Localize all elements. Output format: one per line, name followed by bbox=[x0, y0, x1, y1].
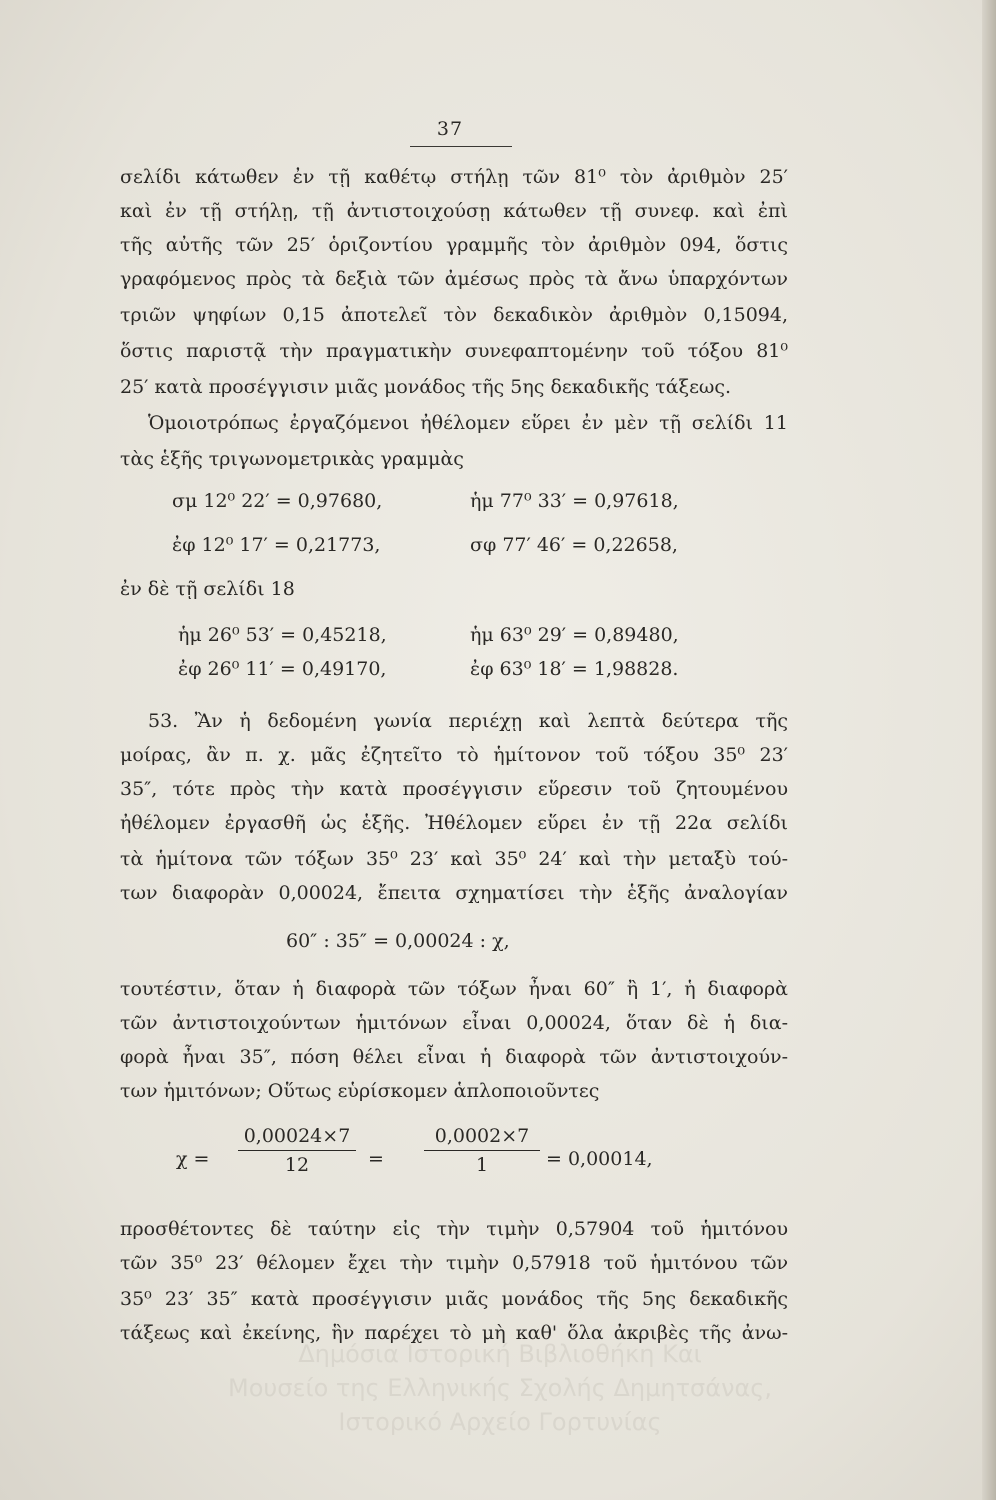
page-edge-shadow bbox=[982, 0, 996, 1500]
proportion-formula: 60″ : 35″ = 0,00024 : χ, bbox=[286, 930, 510, 952]
text-line: φορὰ ἦναι 35″, πόση θέλει εἶναι ἡ διαφορὰ τῶν ἀντιστοιχούν- bbox=[120, 1046, 788, 1068]
transition-line: ἐν δὲ τῇ σελίδι 18 bbox=[120, 578, 295, 600]
fraction-equals: = bbox=[368, 1148, 384, 1170]
fraction-1-numerator: 0,00024×7 bbox=[238, 1124, 356, 1151]
text-line: των διαφορὰν 0,00024, ἔπειτα σχηματίσει τὴν ἑξῆς ἀναλογίαν bbox=[120, 882, 788, 904]
formula-right: ἡμ 77⁰ 33′ = 0,97618, bbox=[470, 490, 679, 512]
formula-left: ἐφ 26⁰ 11′ = 0,49170, bbox=[178, 658, 387, 680]
text-line: ἠθέλομεν ἐργασθῆ ὡς ἑξῆς. Ἠθέλομεν εὕρει ἐν τῇ 22α σελίδι bbox=[120, 812, 788, 834]
text-line: 53. Ἂν ἡ δεδομένη γωνία περιέχῃ καὶ λεπτὰ δεύτερα τῆς bbox=[148, 710, 788, 732]
formula-left: ἐφ 12⁰ 17′ = 0,21773, bbox=[172, 534, 381, 556]
library-watermark: Μουσείο της Ελληνικής Σχολής Δημητσάνας, bbox=[227, 1374, 773, 1402]
text-line: ὅστις παριστᾷ τὴν πραγματικὴν συνεφαπτομένην τοῦ τόξου 81⁰ bbox=[120, 340, 788, 362]
page-number-rule bbox=[410, 146, 512, 147]
text-line: τουτέστιν, ὅταν ἡ διαφορὰ τῶν τόξων ἦναι 60″ ἢ 1′, ἡ διαφορὰ bbox=[120, 978, 788, 1000]
fraction-result: = 0,00014, bbox=[546, 1148, 653, 1170]
text-line: μοίρας, ἂν π. χ. μᾶς ἐζητεῖτο τὸ ἡμίτονον τοῦ τόξου 35⁰ 23′ bbox=[120, 744, 788, 766]
text-line: τῶν 35⁰ 23′ θέλομεν ἔχει τὴν τιμὴν 0,57918 τοῦ ἡμιτόνου τῶν bbox=[120, 1252, 788, 1274]
library-watermark: Ιστορικό Αρχείο Γορτυνίας bbox=[338, 1408, 662, 1436]
formula-right: ἐφ 63⁰ 18′ = 1,98828. bbox=[470, 658, 679, 680]
fraction-variable: χ = bbox=[176, 1148, 210, 1170]
fraction-2-denominator: 1 bbox=[475, 1154, 489, 1176]
text-line: τὰ ἡμίτονα τῶν τόξων 35⁰ 23′ καὶ 35⁰ 24′ καὶ τὴν μεταξὺ τού- bbox=[120, 848, 788, 870]
text-line: 35⁰ 23′ 35″ κατὰ προσέγγισιν μιᾶς μονάδος τῆς 5ης δεκαδικῆς bbox=[120, 1288, 788, 1310]
text-line: των ἡμιτόνων; Οὕτως εὑρίσκομεν ἁπλοποιοῦντες bbox=[120, 1080, 600, 1102]
text-line: προσθέτοντες δὲ ταύτην εἰς τὴν τιμὴν 0,57904 τοῦ ἡμιτόνου bbox=[120, 1218, 788, 1240]
text-line: 35″, τότε πρὸς τὴν κατὰ προσέγγισιν εὕρεσιν τοῦ ζητουμένου bbox=[120, 778, 788, 800]
page-number: 37 bbox=[436, 118, 464, 140]
fraction-2-numerator: 0,0002×7 bbox=[424, 1124, 540, 1151]
fraction-1 bbox=[238, 1124, 356, 1177]
formula-right: σφ 77′ 46′ = 0,22658, bbox=[470, 534, 678, 556]
formula-left: ἡμ 26⁰ 53′ = 0,45218, bbox=[178, 624, 387, 646]
fraction-1-denominator: 12 bbox=[284, 1154, 310, 1176]
formula-right: ἡμ 63⁰ 29′ = 0,89480, bbox=[470, 624, 679, 646]
text-line: τῆς αὐτῆς τῶν 25′ ὁριζοντίου γραμμῆς τὸν ἀριθμὸν 094, ὅστις bbox=[120, 234, 788, 256]
text-line: γραφόμενος πρὸς τὰ δεξιὰ τῶν ἀμέσως πρὸς τὰ ἄνω ὑπαρχόντων bbox=[120, 268, 788, 290]
formula-left: σμ 12⁰ 22′ = 0,97680, bbox=[172, 490, 383, 512]
text-line: σελίδι κάτωθεν ἐν τῇ καθέτῳ στήλῃ τῶν 81⁰ τὸν ἀριθμὸν 25′ bbox=[120, 166, 788, 188]
library-watermark: Δημόσια Ιστορική Βιβλιοθήκη Και bbox=[298, 1340, 702, 1368]
text-line: καὶ ἐν τῇ στήλῃ, τῇ ἀντιστοιχούσῃ κάτωθεν τῇ συνεφ. καὶ ἐπὶ bbox=[120, 200, 788, 222]
text-line: τριῶν ψηφίων 0,15 ἀποτελεῖ τὸν δεκαδικὸν ἀριθμὸν 0,15094, bbox=[120, 304, 788, 326]
text-line: τὰς ἑξῆς τριγωνομετρικὰς γραμμὰς bbox=[120, 448, 464, 470]
text-line: τάξεως καὶ ἐκείνης, ἣν παρέχει τὸ μὴ καθ' ὅλα ἀκριβὲς τῆς ἀνω- bbox=[120, 1322, 788, 1344]
text-line: Ὁμοιοτρόπως ἐργαζόμενοι ἠθέλομεν εὕρει ἐν μὲν τῇ σελίδι 11 bbox=[148, 412, 788, 434]
text-line: τῶν ἀντιστοιχούντων ἡμιτόνων εἶναι 0,00024, ὅταν δὲ ἡ δια- bbox=[120, 1012, 788, 1034]
text-line: 25′ κατὰ προσέγγισιν μιᾶς μονάδος τῆς 5ης δεκαδικῆς τάξεως. bbox=[120, 376, 732, 398]
fraction-2 bbox=[424, 1124, 540, 1177]
